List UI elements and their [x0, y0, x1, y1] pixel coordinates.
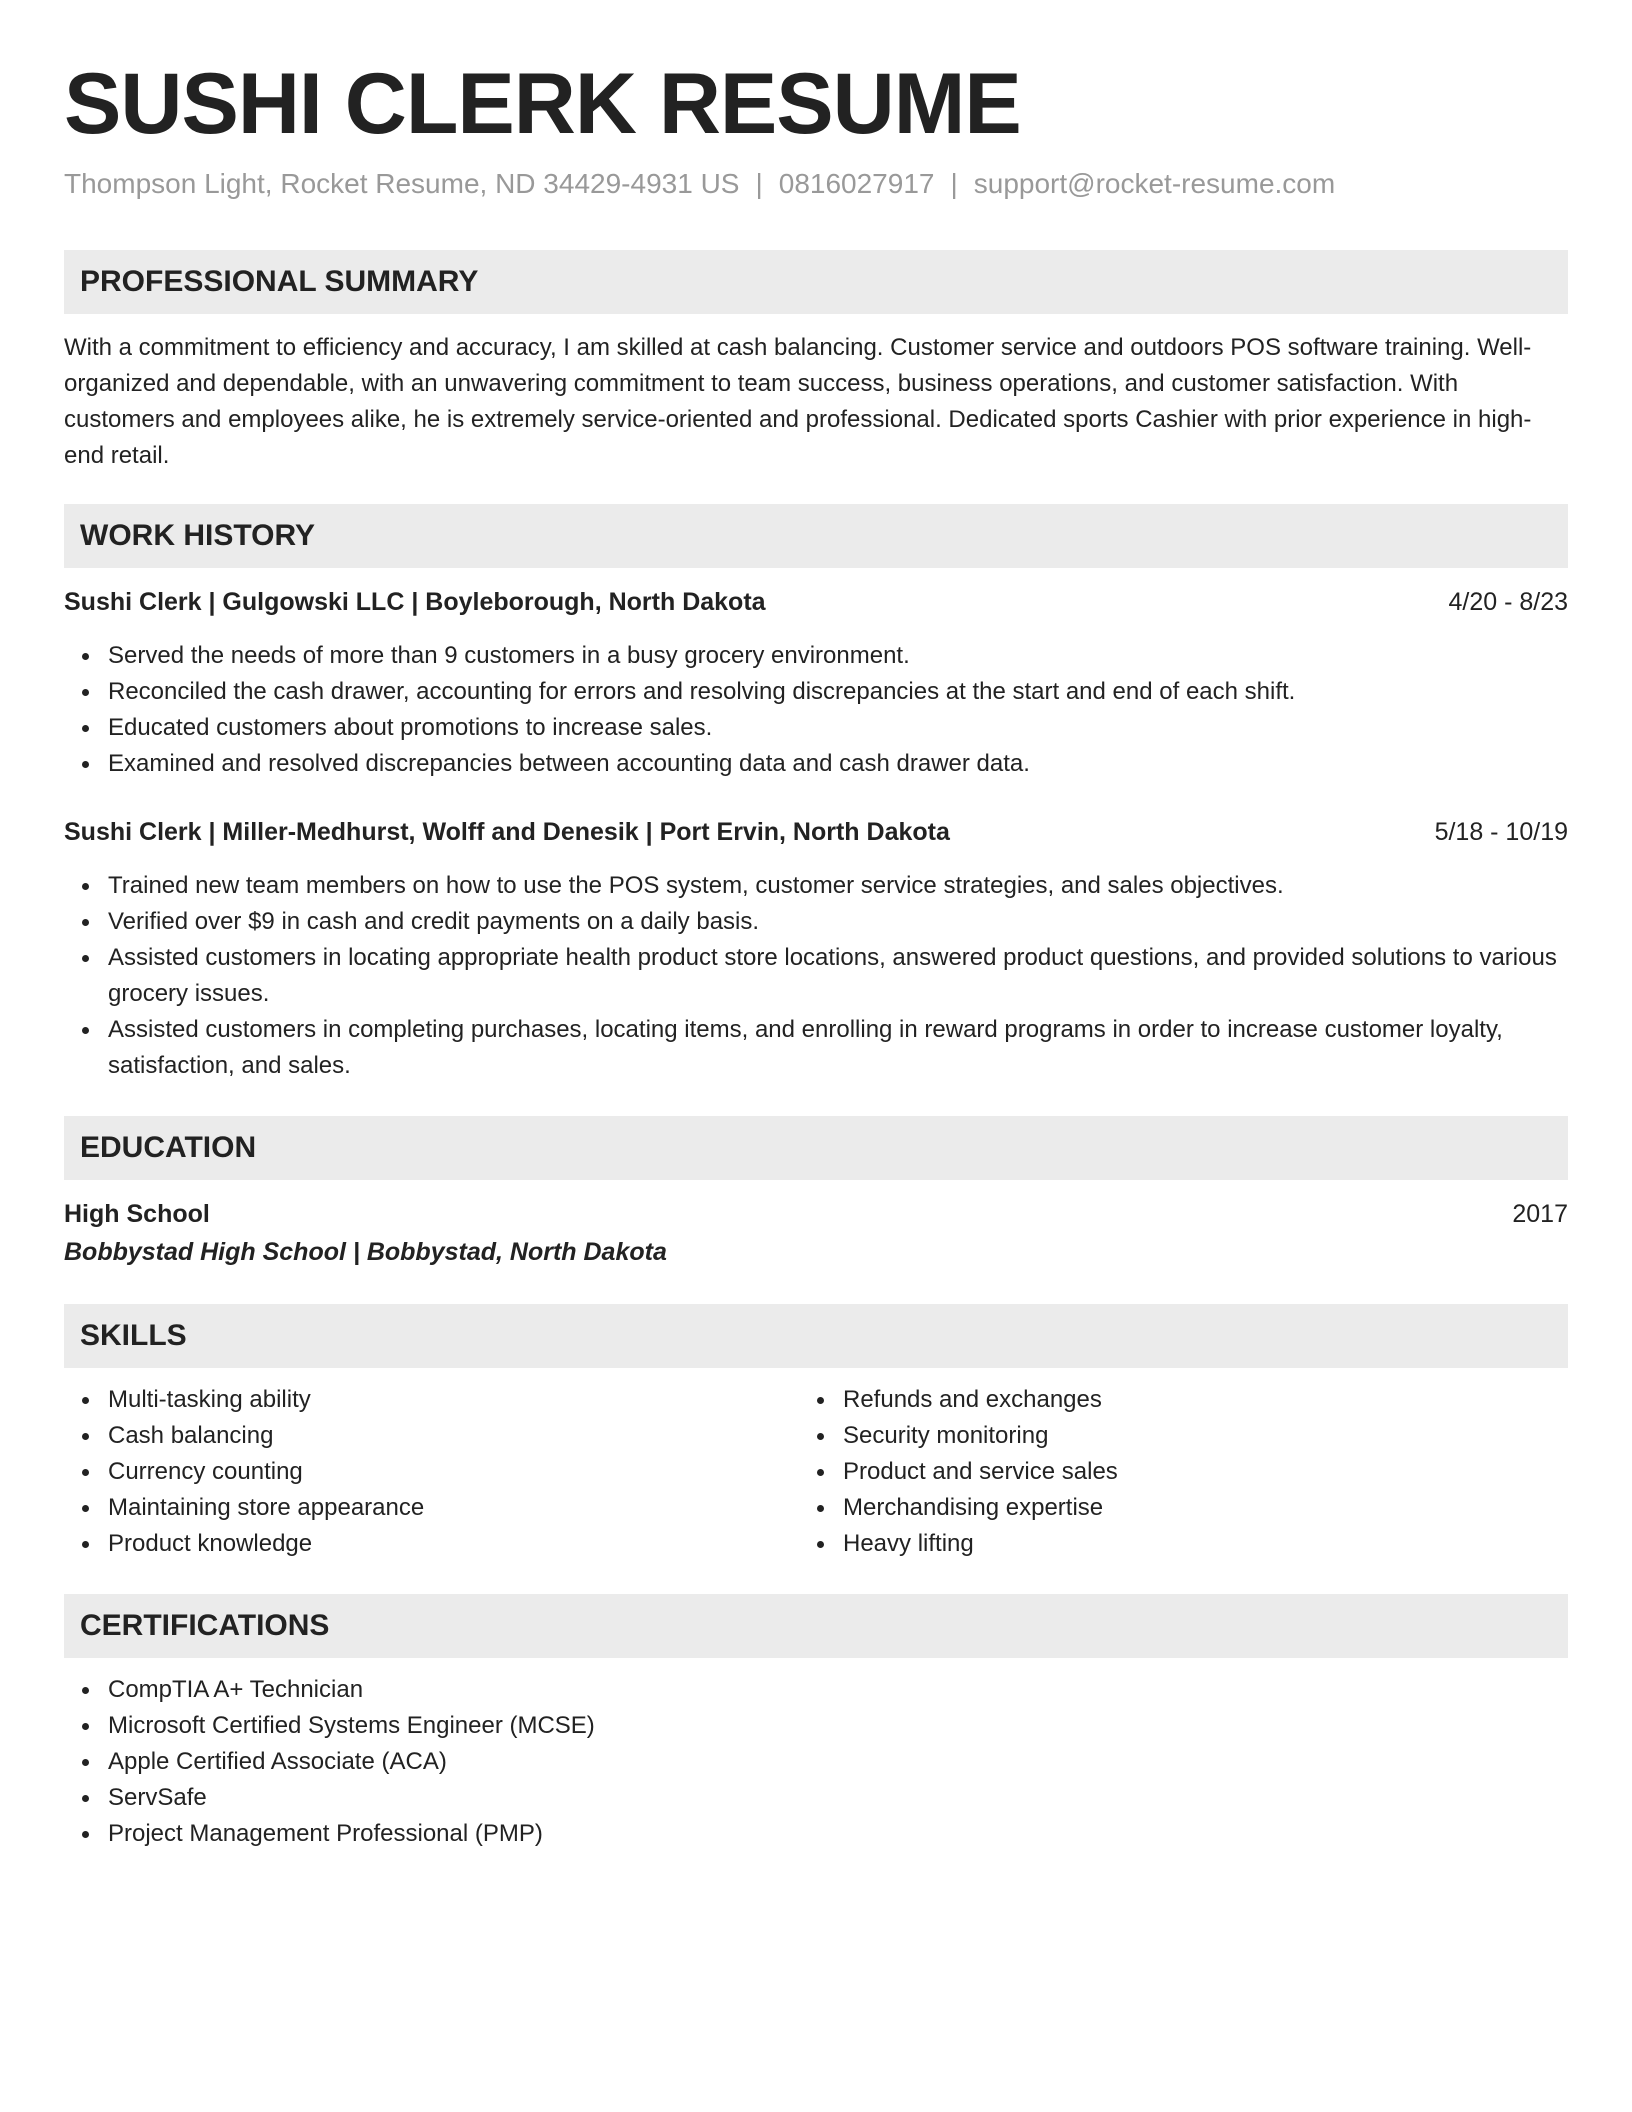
education-year: 2017 [1512, 1200, 1568, 1228]
job-header [64, 584, 1568, 620]
list-item: Product knowledge [64, 1526, 764, 1562]
list-item: CompTIA A+ Technician [64, 1672, 1568, 1708]
section-heading-summary: PROFESSIONAL SUMMARY [64, 250, 1568, 314]
section-heading-skills: SKILLS [64, 1304, 1568, 1368]
education-degree: High School [64, 1200, 210, 1228]
list-item: Product and service sales [799, 1454, 1559, 1490]
list-item: Verified over $9 in cash and credit payments on a daily basis. [64, 904, 1568, 940]
resume-title: SUSHI CLERK RESUME [64, 56, 1021, 152]
job-bullets [64, 638, 1568, 782]
list-item: Apple Certified Associate (ACA) [64, 1744, 1568, 1780]
list-item: Cash balancing [64, 1418, 764, 1454]
list-item: Multi-tasking ability [64, 1382, 764, 1418]
list-item: Refunds and exchanges [799, 1382, 1559, 1418]
contact-email: support@rocket-resume.com [973, 168, 1336, 199]
job-title: Sushi Clerk | Miller-Medhurst, Wolff and Denesik | Port Ervin, North Dakota [64, 818, 950, 846]
list-item: Security monitoring [799, 1418, 1559, 1454]
list-item: Maintaining store appearance [64, 1490, 764, 1526]
certifications-list [64, 1672, 1568, 1852]
section-heading-certifications: CERTIFICATIONS [64, 1594, 1568, 1658]
contact-phone: 0816027917 [778, 168, 935, 199]
contact-separator: | [950, 168, 958, 199]
list-item: Served the needs of more than 9 customers in a busy grocery environment. [64, 638, 1568, 674]
list-item: Project Management Professional (PMP) [64, 1816, 1568, 1852]
section-heading-education: EDUCATION [64, 1116, 1568, 1180]
contact-address: Thompson Light, Rocket Resume, ND 34429-4931 US [64, 168, 740, 199]
list-item: Reconciled the cash drawer, accounting for errors and resolving discrepancies at the start and end of each shift. [64, 674, 1568, 710]
job-bullets [64, 868, 1568, 1084]
education-header [64, 1196, 1568, 1232]
list-item: Currency counting [64, 1454, 764, 1490]
skills-list-right [799, 1382, 1559, 1562]
list-item: Educated customers about promotions to increase sales. [64, 710, 1568, 746]
education-school: Bobbystad High School | Bobbystad, North Dakota [64, 1238, 667, 1266]
list-item: Heavy lifting [799, 1526, 1559, 1562]
list-item: Trained new team members on how to use the POS system, customer service strategies, and sales objectives. [64, 868, 1568, 904]
section-heading-work: WORK HISTORY [64, 504, 1568, 568]
list-item: Assisted customers in completing purchases, locating items, and enrolling in reward programs in order to increase customer loyalty, satisfaction, and sales. [64, 1012, 1568, 1084]
education-school-row [64, 1234, 1568, 1270]
list-item: Examined and resolved discrepancies between accounting data and cash drawer data. [64, 746, 1568, 782]
contact-line [64, 166, 1335, 202]
list-item: Microsoft Certified Systems Engineer (MCSE) [64, 1708, 1568, 1744]
list-item: Merchandising expertise [799, 1490, 1559, 1526]
job-title: Sushi Clerk | Gulgowski LLC | Boyleborough, North Dakota [64, 588, 766, 616]
list-item: Assisted customers in locating appropriate health product store locations, answered product questions, and provided solutions to various grocery issues. [64, 940, 1568, 1012]
skills-list-left [64, 1382, 764, 1562]
job-header [64, 814, 1568, 850]
contact-separator: | [755, 168, 763, 199]
summary-text: With a commitment to efficiency and accuracy, I am skilled at cash balancing. Customer service and outdoors POS software training. Well-organized and dependable, with an unwavering commitment to team success, business operations, and customer satisfaction. With customers and employees alike, he is extremely service-oriented and professional. Dedicated sports Cashier with prior experience in high-end retail. [64, 334, 1532, 469]
list-item: ServSafe [64, 1780, 1568, 1816]
job-dates: 5/18 - 10/19 [1434, 818, 1568, 846]
job-dates: 4/20 - 8/23 [1448, 588, 1568, 616]
